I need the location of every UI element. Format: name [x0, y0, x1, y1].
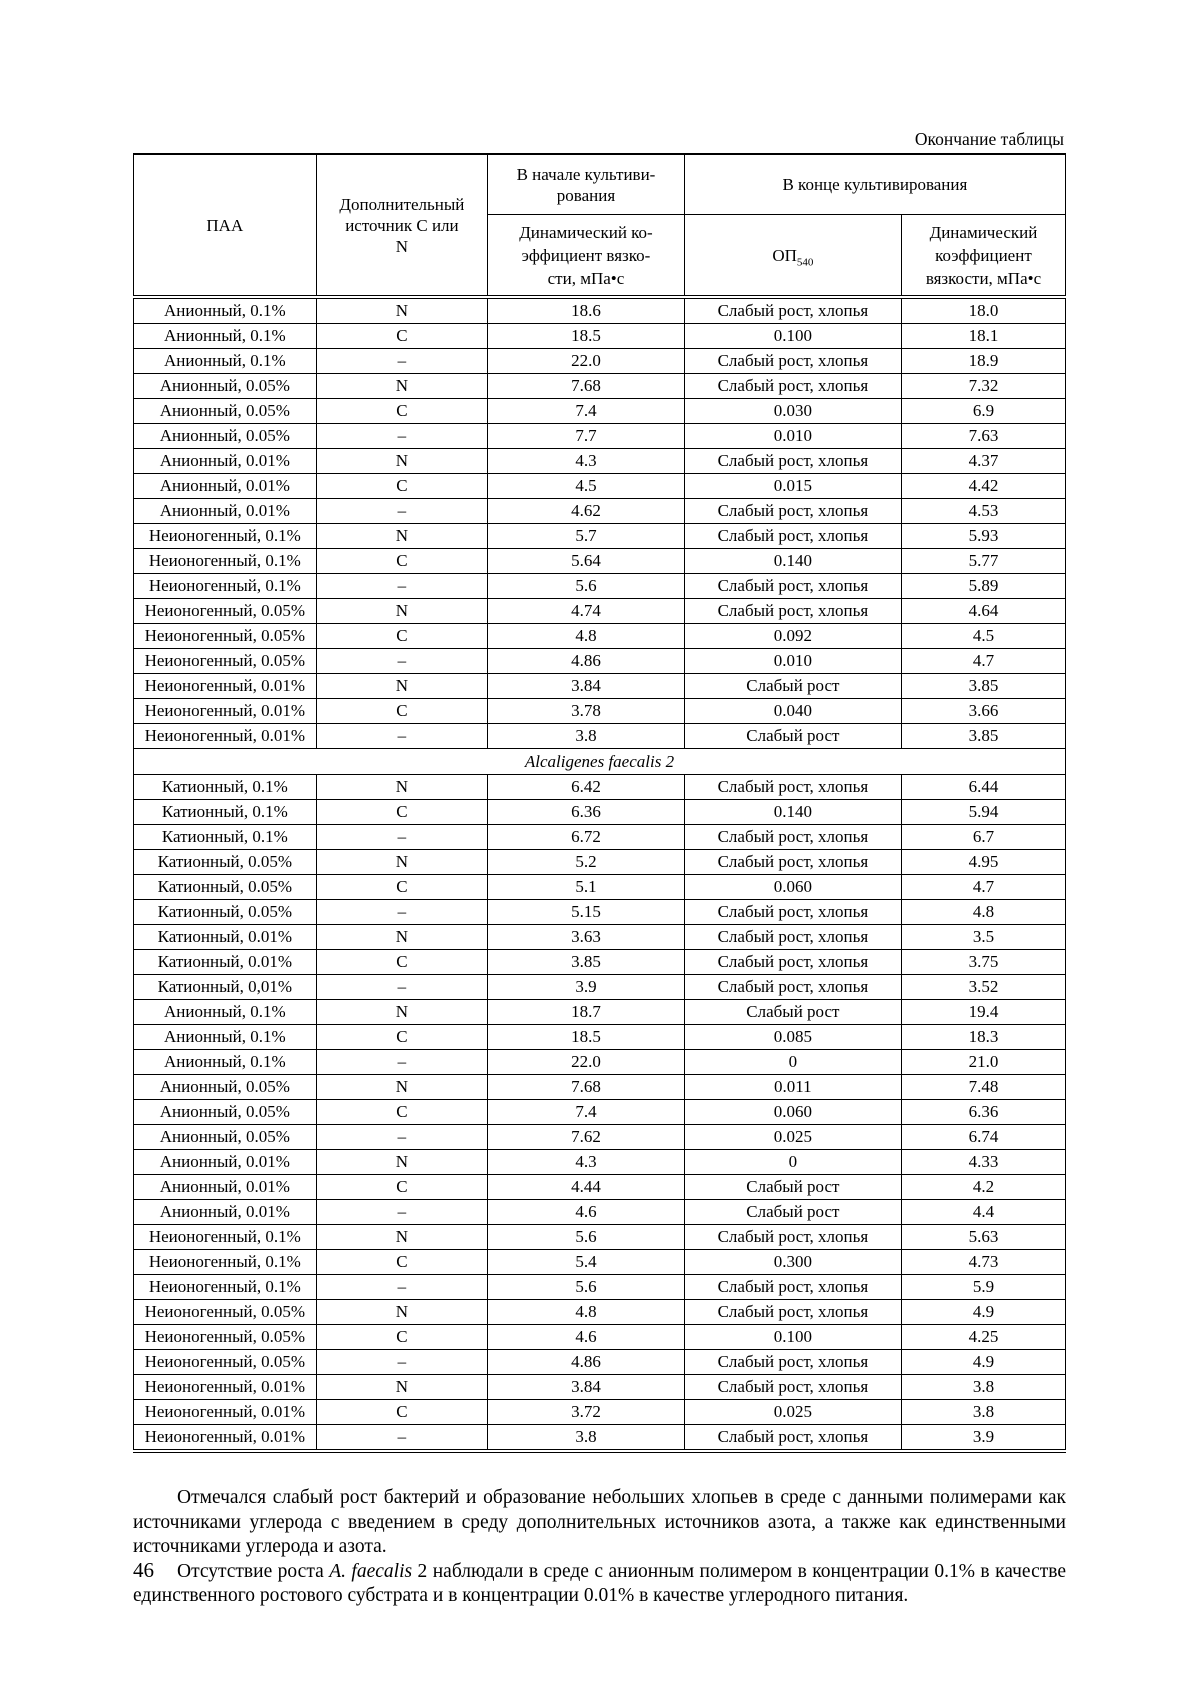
table-cell: N	[316, 449, 487, 474]
table-cell: Катионный, 0,01%	[134, 975, 317, 1000]
table-cell: C	[316, 950, 487, 975]
table-cell: C	[316, 624, 487, 649]
table-cell: –	[316, 649, 487, 674]
table-cell: 3.75	[901, 950, 1065, 975]
table-cell: Анионный, 0.01%	[134, 1150, 317, 1175]
table-cell: 5.77	[901, 549, 1065, 574]
table-cell: Неионогенный, 0.01%	[134, 1425, 317, 1452]
table-cell: N	[316, 1150, 487, 1175]
table-cell: 6.42	[488, 775, 685, 800]
table-row	[134, 925, 1066, 950]
table-cell: 4.4	[901, 1200, 1065, 1225]
table-row	[134, 1375, 1066, 1400]
table-cell: Анионный, 0.05%	[134, 399, 317, 424]
table-cell: 22.0	[488, 1050, 685, 1075]
table-cell: Слабый рост, хлопья	[684, 574, 901, 599]
table-cell: –	[316, 1200, 487, 1225]
table-row	[134, 775, 1066, 800]
table-cell: Слабый рост, хлопья	[684, 374, 901, 399]
table-cell: Слабый рост	[684, 674, 901, 699]
table-cell: –	[316, 1125, 487, 1150]
table-cell: Анионный, 0.05%	[134, 424, 317, 449]
table-cell: Неионогенный, 0.05%	[134, 1350, 317, 1375]
od-subscript: 540	[796, 255, 814, 268]
table-row	[134, 324, 1066, 349]
table-cell: 18.5	[488, 1025, 685, 1050]
table-cell: 3.8	[488, 1425, 685, 1452]
table-cell: –	[316, 1425, 487, 1452]
table-cell: 0.060	[684, 875, 901, 900]
table-row	[134, 449, 1066, 474]
table-cell: 6.36	[901, 1100, 1065, 1125]
table-cell: 4.5	[488, 474, 685, 499]
table-cell: Слабый рост, хлопья	[684, 499, 901, 524]
table-cell: Катионный, 0.05%	[134, 900, 317, 925]
table-cell: –	[316, 975, 487, 1000]
table-cell: 4.33	[901, 1150, 1065, 1175]
table-cell: 3.84	[488, 674, 685, 699]
table-cell: 4.8	[901, 900, 1065, 925]
table-row	[134, 1275, 1066, 1300]
table-row	[134, 624, 1066, 649]
table-cell: 4.62	[488, 499, 685, 524]
table-cell: C	[316, 549, 487, 574]
table-cell: 5.6	[488, 1225, 685, 1250]
table-row	[134, 1000, 1066, 1025]
table-cell: Катионный, 0.1%	[134, 825, 317, 850]
note-paragraph-2	[133, 1560, 1066, 1609]
table-cell: Неионогенный, 0.1%	[134, 574, 317, 599]
header-start-group: В начале культиви- рования	[488, 154, 685, 215]
table-cell: 3.84	[488, 1375, 685, 1400]
table-cell: Слабый рост, хлопья	[684, 925, 901, 950]
table-cell: N	[316, 925, 487, 950]
table-cell: Анионный, 0.05%	[134, 1125, 317, 1150]
table-row	[134, 1425, 1066, 1452]
table-cell: 4.73	[901, 1250, 1065, 1275]
table-cell: N	[316, 1000, 487, 1025]
table-row	[134, 724, 1066, 749]
table-cell: C	[316, 1400, 487, 1425]
table-cell: Слабый рост, хлопья	[684, 950, 901, 975]
note2-species-italic: A. faecalis	[329, 1560, 413, 1582]
table-cell: 4.3	[488, 1150, 685, 1175]
table-cell: 3.85	[488, 950, 685, 975]
table-row	[134, 1300, 1066, 1325]
table-cell: Анионный, 0.05%	[134, 1075, 317, 1100]
table-cell: Слабый рост	[684, 724, 901, 749]
table-row	[134, 1125, 1066, 1150]
note2-text-before: Отсутствие роста	[177, 1560, 330, 1582]
table-cell: 7.7	[488, 424, 685, 449]
table-cell: –	[316, 1350, 487, 1375]
table-cell: 7.68	[488, 374, 685, 399]
table-cell: C	[316, 474, 487, 499]
table-cell: Неионогенный, 0.1%	[134, 1225, 317, 1250]
table-cell: C	[316, 1025, 487, 1050]
table-row	[134, 975, 1066, 1000]
table-cell: C	[316, 1325, 487, 1350]
table-cell: 5.2	[488, 850, 685, 875]
table-continuation-label: Окончание таблицы	[914, 129, 1064, 149]
table-row	[134, 875, 1066, 900]
table-cell: 18.6	[488, 297, 685, 324]
table-cell: Неионогенный, 0.01%	[134, 699, 317, 724]
table-cell: Слабый рост	[684, 1175, 901, 1200]
table-cell: Слабый рост, хлопья	[684, 524, 901, 549]
table-cell: 4.2	[901, 1175, 1065, 1200]
table-cell: 4.9	[901, 1350, 1065, 1375]
table-cell: N	[316, 1300, 487, 1325]
table-cell: 5.4	[488, 1250, 685, 1275]
table-cell: 0.140	[684, 549, 901, 574]
table-cell: Слабый рост	[684, 1000, 901, 1025]
table-cell: 4.37	[901, 449, 1065, 474]
table-cell: Катионный, 0.05%	[134, 875, 317, 900]
table-cell: 7.4	[488, 399, 685, 424]
table-row	[134, 1100, 1066, 1125]
table-cell: Неионогенный, 0.05%	[134, 649, 317, 674]
table-cell: 6.9	[901, 399, 1065, 424]
table-cell: Неионогенный, 0.05%	[134, 1325, 317, 1350]
od-label: ОП	[772, 245, 797, 265]
table-cell: N	[316, 599, 487, 624]
table-cell: 5.7	[488, 524, 685, 549]
table-cell: 22.0	[488, 349, 685, 374]
table-header	[134, 154, 1066, 297]
table-cell: N	[316, 1225, 487, 1250]
table-cell: Слабый рост, хлопья	[684, 1375, 901, 1400]
table-cell: N	[316, 775, 487, 800]
table-cell: Слабый рост	[684, 1200, 901, 1225]
table-cell: –	[316, 1275, 487, 1300]
table-cell: 6.72	[488, 825, 685, 850]
table-cell: 7.48	[901, 1075, 1065, 1100]
table-cell: 4.9	[901, 1300, 1065, 1325]
table-cell: C	[316, 1175, 487, 1200]
table-cell: N	[316, 1075, 487, 1100]
table-cell: Анионный, 0.01%	[134, 449, 317, 474]
table-cell: 18.9	[901, 349, 1065, 374]
table-cell: Неионогенный, 0.05%	[134, 624, 317, 649]
table-cell: 0.010	[684, 424, 901, 449]
table-cell: 3.9	[901, 1425, 1065, 1452]
table-cell: 5.94	[901, 800, 1065, 825]
table-cell: 5.64	[488, 549, 685, 574]
table-cell: 7.4	[488, 1100, 685, 1125]
table-cell: Неионогенный, 0.01%	[134, 1400, 317, 1425]
table-row	[134, 549, 1066, 574]
header-visc-start: Динамический ко- эффициент вязко- сти, мПа•с	[488, 215, 685, 298]
table-cell: 5.6	[488, 574, 685, 599]
header-od540	[684, 215, 901, 298]
table-row	[134, 297, 1066, 324]
table-cell: –	[316, 349, 487, 374]
table-cell: 5.1	[488, 875, 685, 900]
table-row	[134, 950, 1066, 975]
table-cell: Анионный, 0.05%	[134, 1100, 317, 1125]
notes-block	[133, 1486, 1066, 1609]
table-row	[134, 499, 1066, 524]
table-cell: Неионогенный, 0.05%	[134, 1300, 317, 1325]
table-cell: 4.95	[901, 850, 1065, 875]
table-row	[134, 800, 1066, 825]
table-cell: C	[316, 399, 487, 424]
table-cell: 3.72	[488, 1400, 685, 1425]
table-cell: 0.015	[684, 474, 901, 499]
species-section-label: Alcaligenes faecalis 2	[134, 749, 1066, 775]
table-cell: 7.62	[488, 1125, 685, 1150]
table-cell: 4.8	[488, 1300, 685, 1325]
table-row	[134, 825, 1066, 850]
table-cell: 18.5	[488, 324, 685, 349]
table-cell: 0.030	[684, 399, 901, 424]
table-cell: 7.68	[488, 1075, 685, 1100]
table-cell: Неионогенный, 0.01%	[134, 1375, 317, 1400]
table-cell: 3.8	[901, 1400, 1065, 1425]
table-cell: 0.011	[684, 1075, 901, 1100]
table-cell: –	[316, 1050, 487, 1075]
table-row	[134, 349, 1066, 374]
table-cell: Слабый рост, хлопья	[684, 825, 901, 850]
table-cell: 5.6	[488, 1275, 685, 1300]
table-cell: –	[316, 900, 487, 925]
table-row	[134, 1225, 1066, 1250]
table-cell: 6.74	[901, 1125, 1065, 1150]
table-cell: 7.32	[901, 374, 1065, 399]
table-row	[134, 1400, 1066, 1425]
table-cell: 6.44	[901, 775, 1065, 800]
table-cell: 5.63	[901, 1225, 1065, 1250]
table-cell: Катионный, 0.05%	[134, 850, 317, 875]
table-cell: 5.89	[901, 574, 1065, 599]
page-number: 46	[133, 1558, 154, 1582]
header-source: Дополнительный источник С или N	[316, 154, 487, 297]
table-cell: 4.25	[901, 1325, 1065, 1350]
table-cell: Неионогенный, 0.01%	[134, 724, 317, 749]
table-cell: 4.74	[488, 599, 685, 624]
table-cell: 0	[684, 1150, 901, 1175]
table-cell: Слабый рост, хлопья	[684, 1275, 901, 1300]
table-cell: Неионогенный, 0.05%	[134, 599, 317, 624]
table-cell: 0.100	[684, 324, 901, 349]
table-cell: Катионный, 0.1%	[134, 775, 317, 800]
page-content	[133, 0, 1066, 1609]
table-cell: Слабый рост, хлопья	[684, 1425, 901, 1452]
table-row	[134, 1200, 1066, 1225]
table-cell: 4.5	[901, 624, 1065, 649]
table-cell: Неионогенный, 0.1%	[134, 1275, 317, 1300]
table-cell: 4.44	[488, 1175, 685, 1200]
table-cell: Анионный, 0.1%	[134, 1025, 317, 1050]
table-row	[134, 900, 1066, 925]
table-cell: 4.3	[488, 449, 685, 474]
table-cell: N	[316, 850, 487, 875]
table-row	[134, 374, 1066, 399]
table-cell: –	[316, 574, 487, 599]
table-cell: Анионный, 0.01%	[134, 1200, 317, 1225]
table-cell: Анионный, 0.01%	[134, 474, 317, 499]
table-cell: C	[316, 1100, 487, 1125]
table-cell: N	[316, 374, 487, 399]
header-row-top	[134, 154, 1066, 215]
table-cell: 5.9	[901, 1275, 1065, 1300]
table-cell: N	[316, 297, 487, 324]
table-row	[134, 1325, 1066, 1350]
table-cell: 19.4	[901, 1000, 1065, 1025]
table-cell: 0.140	[684, 800, 901, 825]
table-cell: Анионный, 0.05%	[134, 374, 317, 399]
table-row	[134, 1175, 1066, 1200]
header-end-group: В конце культивирования	[684, 154, 1065, 215]
table-cell: 3.9	[488, 975, 685, 1000]
table-cell: Катионный, 0.01%	[134, 950, 317, 975]
table-cell: C	[316, 875, 487, 900]
table-row	[134, 699, 1066, 724]
table-cell: Слабый рост, хлопья	[684, 449, 901, 474]
table-cell: Анионный, 0.1%	[134, 349, 317, 374]
table-cell: 4.6	[488, 1200, 685, 1225]
table-cell: Анионный, 0.1%	[134, 324, 317, 349]
table-cell: Слабый рост, хлопья	[684, 599, 901, 624]
results-table	[133, 153, 1066, 1453]
table-cell: 18.7	[488, 1000, 685, 1025]
table-row	[134, 574, 1066, 599]
table-cell: Анионный, 0.01%	[134, 1175, 317, 1200]
table-cell: 0.010	[684, 649, 901, 674]
table-cell: Неионогенный, 0.1%	[134, 1250, 317, 1275]
table-cell: 3.52	[901, 975, 1065, 1000]
table-cell: Неионогенный, 0.1%	[134, 549, 317, 574]
table-row	[134, 1075, 1066, 1100]
table-cell: 3.66	[901, 699, 1065, 724]
table-cell: 6.36	[488, 800, 685, 825]
table-cell: Анионный, 0.1%	[134, 1000, 317, 1025]
table-cell: Слабый рост, хлопья	[684, 1225, 901, 1250]
table-row	[134, 1050, 1066, 1075]
table-cell: 18.1	[901, 324, 1065, 349]
table-cell: N	[316, 524, 487, 549]
header-visc-end: Динамический коэффициент вязкости, мПа•с	[901, 215, 1065, 298]
table-row	[134, 850, 1066, 875]
table-cell: Слабый рост, хлопья	[684, 900, 901, 925]
table-cell: C	[316, 699, 487, 724]
table-cell: –	[316, 825, 487, 850]
table-cell: 21.0	[901, 1050, 1065, 1075]
table-cell: 4.64	[901, 599, 1065, 624]
table-cell: 0.092	[684, 624, 901, 649]
table-cell: C	[316, 800, 487, 825]
table-row	[134, 399, 1066, 424]
table-row	[134, 674, 1066, 699]
table-cell: 4.53	[901, 499, 1065, 524]
table-cell: Слабый рост, хлопья	[684, 349, 901, 374]
table-row	[134, 1150, 1066, 1175]
table-cell: C	[316, 1250, 487, 1275]
table-cell: 3.78	[488, 699, 685, 724]
table-cell: –	[316, 499, 487, 524]
table-cell: 0.025	[684, 1400, 901, 1425]
table-cell: 18.3	[901, 1025, 1065, 1050]
table-cell: Анионный, 0.1%	[134, 1050, 317, 1075]
table-cell: 0	[684, 1050, 901, 1075]
table-cell: Слабый рост, хлопья	[684, 850, 901, 875]
table-row	[134, 1025, 1066, 1050]
table-cell: 3.8	[488, 724, 685, 749]
table-cell: 6.7	[901, 825, 1065, 850]
table-cell: C	[316, 324, 487, 349]
table-cell: 3.85	[901, 674, 1065, 699]
table-cell: 4.86	[488, 1350, 685, 1375]
table-cell: Катионный, 0.01%	[134, 925, 317, 950]
note2-text-after: 2 наблюдали в среде с анионным полимером в концентрации 0.1% в качестве единственного ростового субстрата и в концентрации 0.01% в качестве углеродного питания.	[133, 1560, 1066, 1606]
table-cell: –	[316, 724, 487, 749]
table-cell: Слабый рост, хлопья	[684, 975, 901, 1000]
table-row	[134, 524, 1066, 549]
table-row	[134, 474, 1066, 499]
table-cell: 0.100	[684, 1325, 901, 1350]
table-body	[134, 297, 1066, 1451]
table-cell: Слабый рост, хлопья	[684, 1350, 901, 1375]
table-cell: 4.86	[488, 649, 685, 674]
table-row	[134, 1250, 1066, 1275]
table-cell: Катионный, 0.1%	[134, 800, 317, 825]
table-row	[134, 424, 1066, 449]
table-cell: 0.060	[684, 1100, 901, 1125]
table-cell: N	[316, 1375, 487, 1400]
table-cell: 7.63	[901, 424, 1065, 449]
table-cell: 0.085	[684, 1025, 901, 1050]
table-cell: Слабый рост, хлопья	[684, 775, 901, 800]
table-cell: 0.040	[684, 699, 901, 724]
table-cell: 4.6	[488, 1325, 685, 1350]
table-cell: –	[316, 424, 487, 449]
table-cell: 3.5	[901, 925, 1065, 950]
table-cell: 0.300	[684, 1250, 901, 1275]
table-cell: 4.8	[488, 624, 685, 649]
table-cell: Анионный, 0.01%	[134, 499, 317, 524]
table-cell: 4.42	[901, 474, 1065, 499]
table-cell: Слабый рост, хлопья	[684, 297, 901, 324]
table-cell: Неионогенный, 0.1%	[134, 524, 317, 549]
header-paa: ПАА	[134, 154, 317, 297]
table-cell: 3.8	[901, 1375, 1065, 1400]
table-cell: 3.63	[488, 925, 685, 950]
table-cell: 5.15	[488, 900, 685, 925]
table-section-row	[134, 749, 1066, 775]
table-row	[134, 1350, 1066, 1375]
note-paragraph-1: Отмечался слабый рост бактерий и образование небольших хлопьев в среде с данными полимерами как источниками углерода с введением в среду дополнительных источников азота, а также как единственными источниками углерода и азота.	[133, 1487, 1066, 1557]
table-cell: Неионогенный, 0.01%	[134, 674, 317, 699]
table-row	[134, 599, 1066, 624]
table-cell: 4.7	[901, 875, 1065, 900]
table-cell: 3.85	[901, 724, 1065, 749]
table-cell: Слабый рост, хлопья	[684, 1300, 901, 1325]
table-row	[134, 649, 1066, 674]
table-cell: 4.7	[901, 649, 1065, 674]
table-cell: 18.0	[901, 297, 1065, 324]
table-cell: 5.93	[901, 524, 1065, 549]
table-cell: N	[316, 674, 487, 699]
table-cell: 0.025	[684, 1125, 901, 1150]
table-cell: Анионный, 0.1%	[134, 297, 317, 324]
